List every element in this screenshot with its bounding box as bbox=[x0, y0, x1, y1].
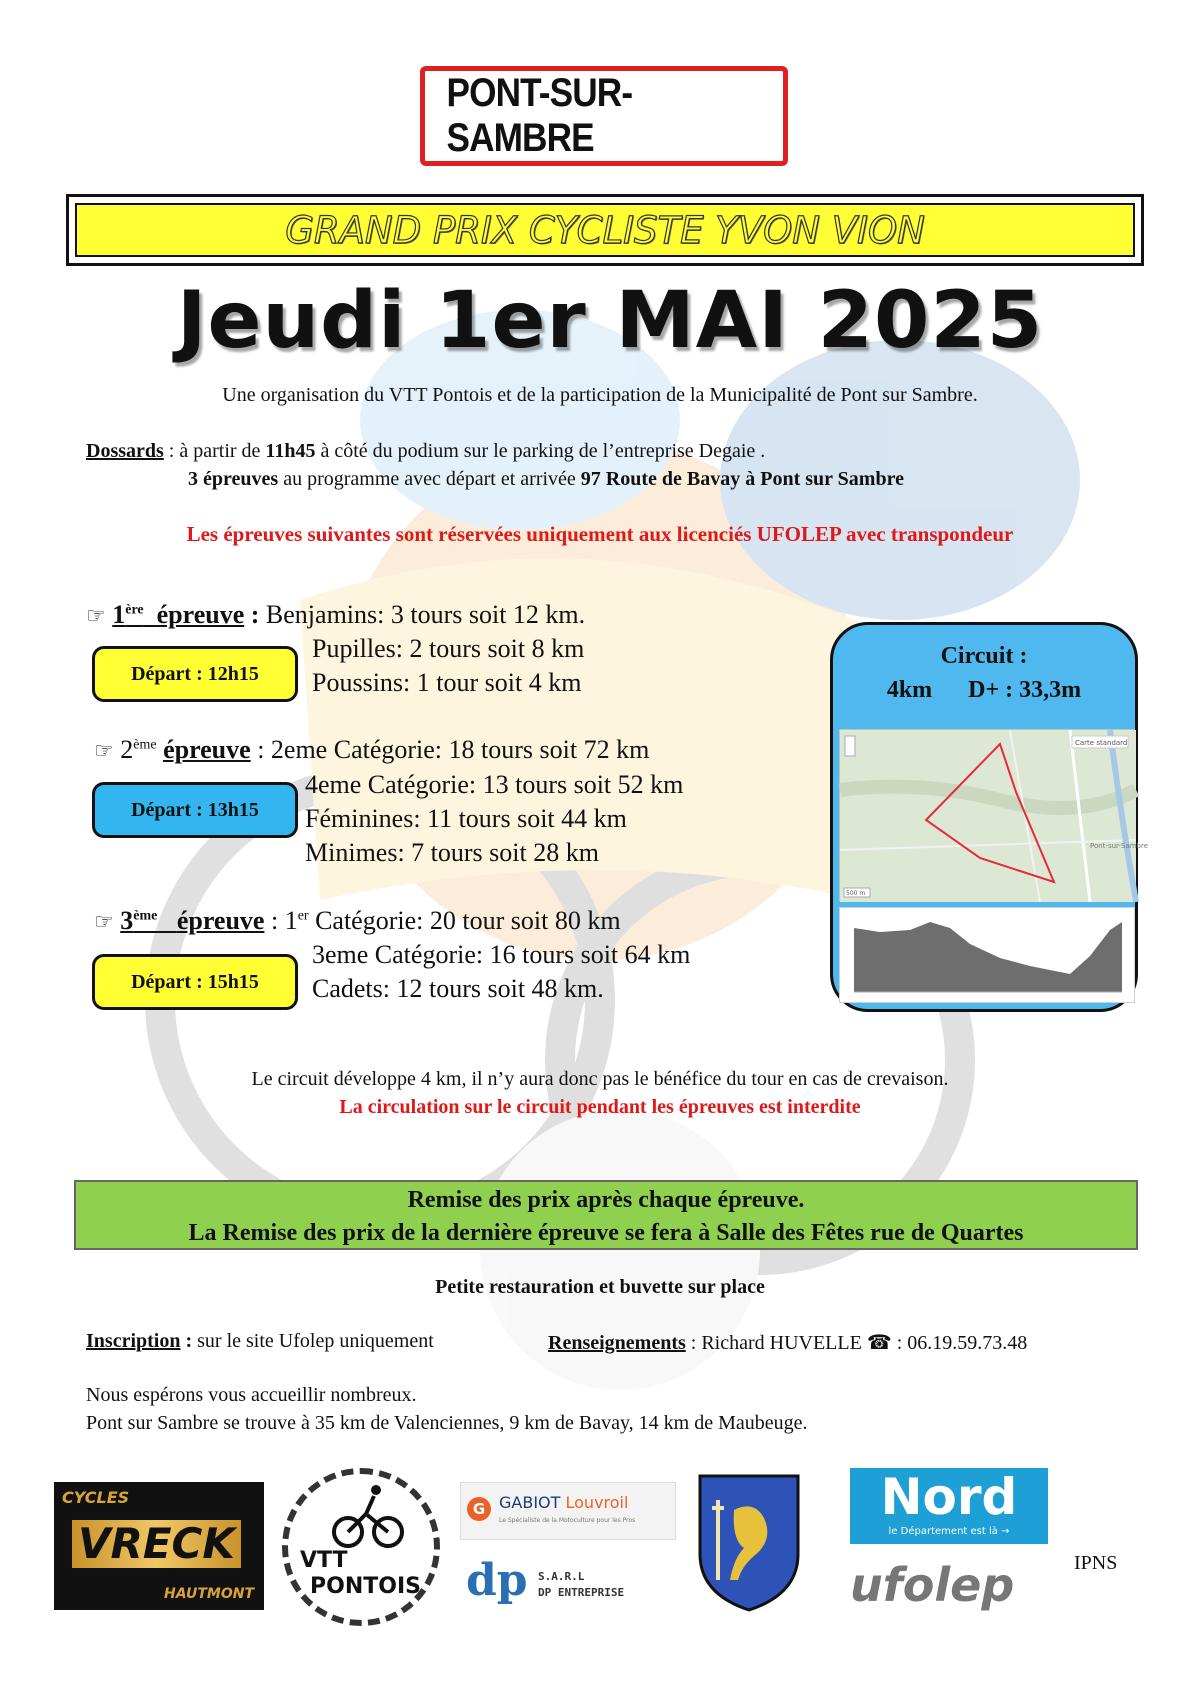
ipns-mark: IPNS bbox=[1074, 1552, 1118, 1574]
inscription-label: Inscription bbox=[86, 1330, 181, 1352]
gabiot-subtitle: Le Spécialiste de la Motoculture pour les Pros bbox=[499, 1517, 636, 1524]
circuit-map bbox=[839, 729, 1149, 901]
inscription-line: Inscription : sur le site Ufolep uniquement bbox=[86, 1330, 434, 1352]
closing-line-1: Nous espérons vous accueillir nombreux. bbox=[86, 1384, 417, 1406]
organisation-text: Une organisation du VTT Pontois et de la participation de la Municipalité de Pont sur Sambre. bbox=[222, 384, 978, 406]
refreshments-text: Petite restauration et buvette sur place bbox=[435, 1276, 765, 1298]
race-3-line-1-sup: er bbox=[297, 908, 309, 924]
program-address: 97 Route de Bavay à Pont sur Sambre bbox=[580, 468, 904, 490]
race-1-line-3: Poussins: 1 tour soit 4 km bbox=[312, 668, 582, 697]
elevation-profile bbox=[839, 907, 1135, 1003]
race-3-line-3: Cadets: 12 tours soit 48 km. bbox=[312, 974, 604, 1003]
race-1-label: épreuve bbox=[156, 600, 245, 629]
race-1-line-1: Benjamins: 3 tours soit 12 km. bbox=[265, 600, 586, 629]
town-sign-text: PONT-SUR-SAMBRE bbox=[446, 71, 633, 160]
renseignements-label: Renseignements bbox=[548, 1332, 686, 1354]
race-3-label: épreuve bbox=[176, 906, 265, 935]
race-2-num: 2 bbox=[120, 735, 134, 764]
prizes-line-2: La Remise des prix de la dernière épreuve se fera à Salle des Fêtes rue de Quartes bbox=[188, 1220, 1024, 1246]
coat-of-arms-icon bbox=[694, 1470, 804, 1614]
pointing-hand-icon: ☞ bbox=[94, 909, 114, 934]
race-2-sup: ème bbox=[133, 737, 157, 753]
circuit-title: Circuit : bbox=[940, 643, 1028, 669]
pont-sur-sambre-coat-of-arms bbox=[694, 1470, 804, 1614]
program-line bbox=[188, 468, 1148, 491]
cycles-logo-text: CYCLES bbox=[62, 1488, 130, 1507]
dossards-label: Dossards bbox=[86, 440, 164, 462]
race-1-departure-badge: Départ : 12h15 bbox=[92, 646, 298, 702]
race-2-departure-badge: Départ : 13h15 bbox=[92, 782, 298, 838]
vtt-pontois-logo bbox=[282, 1468, 440, 1626]
cycles-vreck-logo bbox=[54, 1482, 264, 1610]
vtt-logo-text: VTT bbox=[300, 1548, 348, 1573]
inscription-text: sur le site Ufolep uniquement bbox=[192, 1330, 434, 1352]
race-3-line-1-num: 1 bbox=[284, 906, 298, 935]
race-1-sup: ère bbox=[125, 602, 144, 618]
town-sign bbox=[420, 66, 788, 166]
dp-entreprise-logo bbox=[466, 1556, 676, 1612]
dossards-text-a: : à partir de bbox=[163, 440, 266, 462]
circuit-note: Le circuit développe 4 km, il n’y aura donc pas le bénéfice du tour en cas de crevaison. bbox=[251, 1068, 949, 1090]
pointing-hand-icon: ☞ bbox=[86, 603, 106, 628]
nord-subtitle: le Département est là → bbox=[888, 1526, 1010, 1537]
sarl-text: S.A.R.L bbox=[538, 1570, 585, 1583]
race-1-line-2: Pupilles: 2 tours soit 8 km bbox=[312, 634, 585, 663]
race-1-num: 1 bbox=[112, 600, 126, 629]
map-scale-label: 500 m bbox=[846, 890, 866, 897]
gabiot-louvroil-logo bbox=[460, 1482, 676, 1540]
ufolep-notice: Les épreuves suivantes sont réservées uniquement aux licenciés UFOLEP avec transpondeur bbox=[186, 522, 1014, 546]
hautmont-logo-text: HAUTMONT bbox=[164, 1586, 254, 1602]
race-2-line-4: Minimes: 7 tours soit 28 km bbox=[305, 838, 599, 867]
race-2-line-1: 2eme Catégorie: 18 tours soit 72 km bbox=[270, 735, 650, 764]
map-place-label: Pont-sur-Sambre bbox=[1090, 842, 1149, 850]
dp-entreprise-text: DP ENTREPRISE bbox=[538, 1586, 625, 1599]
nord-department-logo bbox=[850, 1468, 1048, 1544]
race-2-label: épreuve bbox=[163, 735, 251, 764]
race-3-num: 3 bbox=[120, 906, 134, 935]
circuit-elevation: D+ : 33,3m bbox=[968, 677, 1082, 703]
elevation-profile-drawing bbox=[840, 908, 1136, 1004]
nord-logo-text: Nord bbox=[880, 1468, 1018, 1526]
circuit-stats bbox=[833, 677, 1135, 704]
race-3-sup: ème bbox=[133, 908, 158, 924]
race-2-heading: ☞ 2ème épreuve : 2eme Catégorie: 18 tours soit 72 km bbox=[94, 735, 650, 764]
race-3-heading: ☞ 3ème épreuve : 1er Catégorie: 20 tour soit 80 km bbox=[94, 906, 621, 935]
dossards-text-b: à côté du podium sur le parking de l’entreprise Degaie . bbox=[315, 440, 766, 462]
event-date-title: Jeudi 1er MAI 2025 bbox=[176, 276, 1044, 366]
gabiot-g-icon: G bbox=[467, 1497, 491, 1521]
program-count: 3 épreuves bbox=[188, 468, 279, 490]
dossards-line bbox=[86, 440, 1146, 463]
louvroil-text: Louvroil bbox=[565, 1493, 629, 1512]
program-text: au programme avec départ et arrivée bbox=[278, 468, 581, 490]
circuit-distance: 4km bbox=[886, 677, 933, 703]
renseignements-line bbox=[548, 1330, 1027, 1355]
pointing-hand-icon: ☞ bbox=[94, 738, 114, 763]
map-type-label: Carte standard bbox=[1075, 739, 1128, 747]
race-3-departure-badge: Départ : 15h15 bbox=[92, 954, 298, 1010]
circulation-note: La circulation sur le circuit pendant les épreuves est interdite bbox=[339, 1096, 861, 1118]
race-3-line-2: 3eme Catégorie: 16 tours soit 64 km bbox=[312, 940, 691, 969]
pontois-logo-text: PONTOIS bbox=[310, 1574, 421, 1599]
gabiot-text: GABIOT bbox=[499, 1493, 561, 1512]
race-1-heading: ☞ 1ère épreuve : Benjamins: 3 tours soit 12 km. bbox=[86, 600, 586, 629]
dp-logo-text: dp bbox=[466, 1555, 528, 1606]
dossards-time: 11h45 bbox=[265, 440, 316, 462]
renseignements-text: : Richard HUVELLE ☎ : 06.19.59.73.48 bbox=[685, 1332, 1028, 1354]
closing-line-2: Pont sur Sambre se trouve à 35 km de Valenciennes, 9 km de Bavay, 14 km de Maubeuge. bbox=[86, 1412, 808, 1434]
race-2-line-3: Féminines: 11 tours soit 44 km bbox=[305, 804, 627, 833]
prizes-line-1: Remise des prix après chaque épreuve. bbox=[407, 1187, 805, 1213]
circuit-card bbox=[830, 622, 1149, 1012]
prizes-box bbox=[74, 1180, 1138, 1250]
grand-prix-title: GRAND PRIX CYCLISTE YVON VION bbox=[285, 208, 925, 252]
race-3-line-1-rest: Catégorie: 20 tour soit 80 km bbox=[308, 906, 621, 935]
circuit-map-drawing bbox=[840, 730, 1149, 902]
ufolep-logo: ufolep bbox=[850, 1558, 1015, 1612]
grand-prix-banner bbox=[66, 194, 1144, 266]
race-2-line-2: 4eme Catégorie: 13 tours soit 52 km bbox=[305, 770, 684, 799]
vreck-logo-text: VRECK bbox=[72, 1520, 241, 1568]
